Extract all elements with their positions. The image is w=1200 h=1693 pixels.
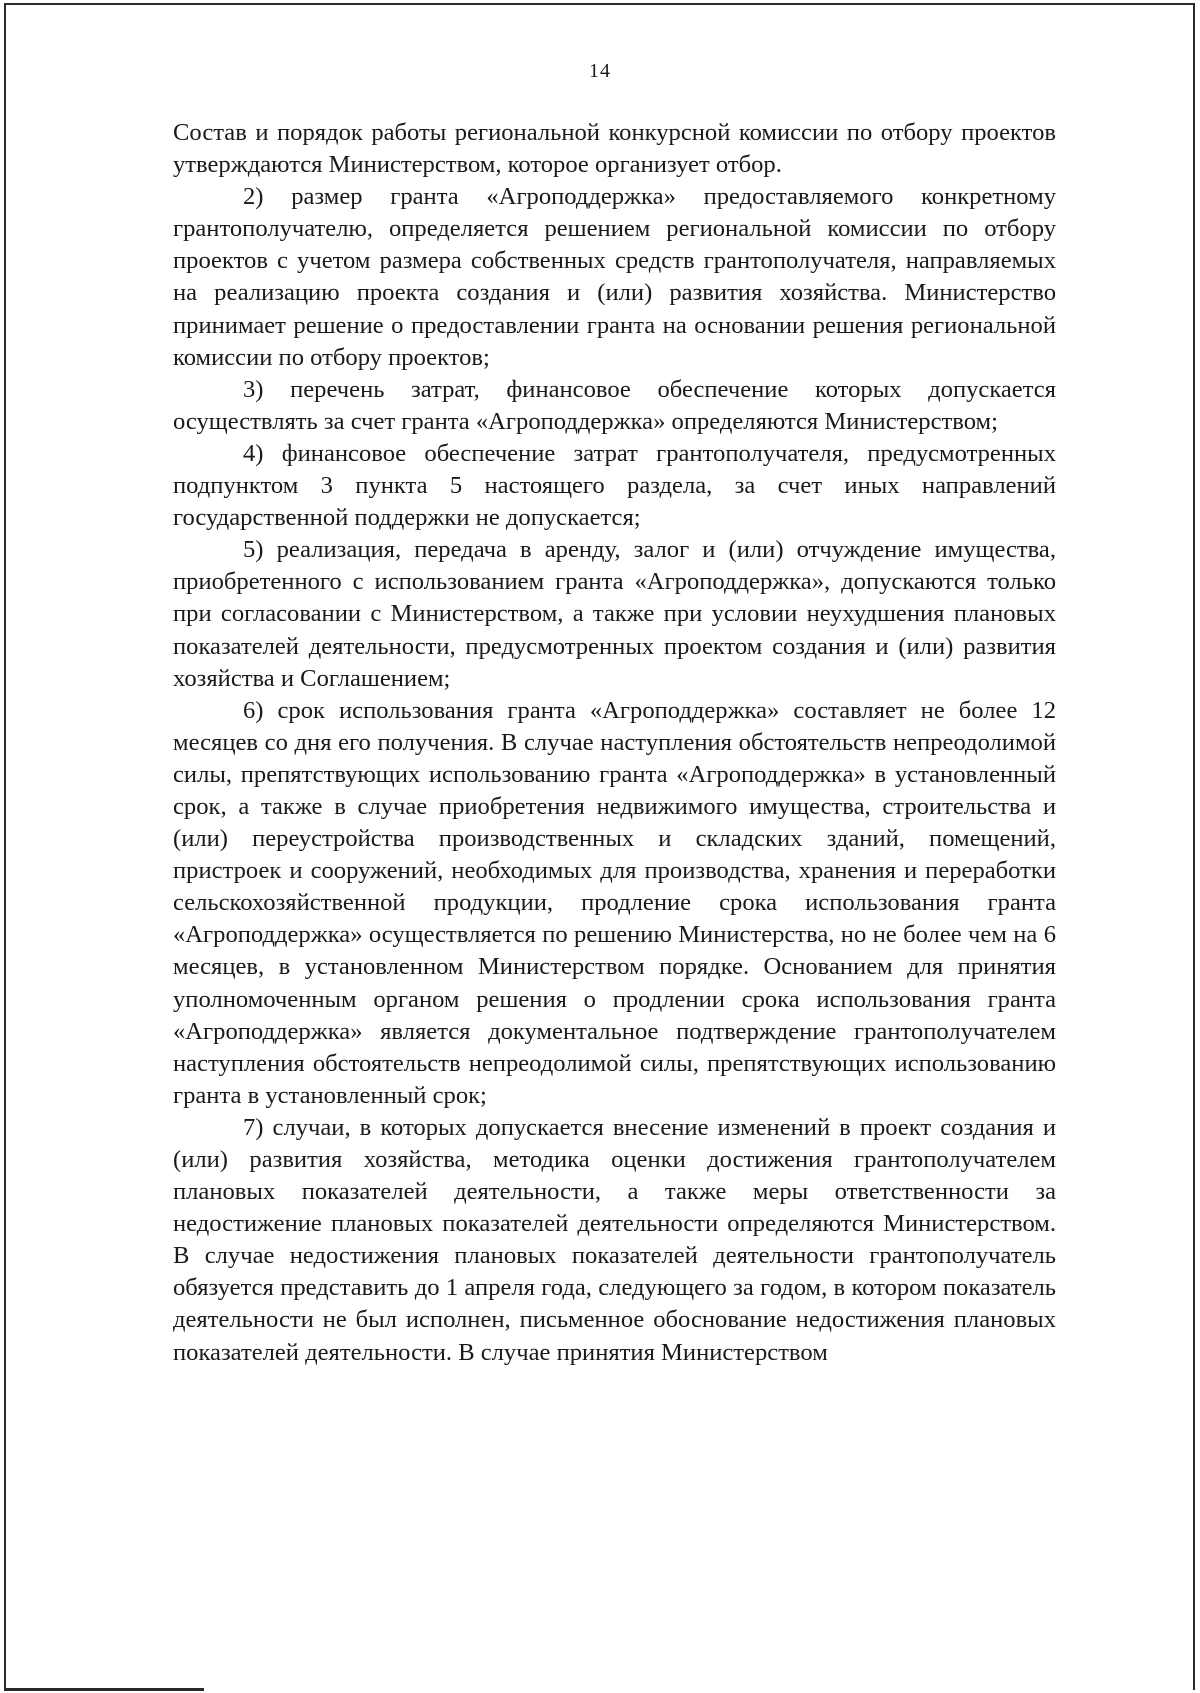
paragraph-item-2: 2) размер гранта «Агроподдержка» предоставляемого конкретному грантополучателю, определяется решением региональной комиссии по отбору проектов с учетом размера собственных средств грантополучателя, направляемых на реализацию проекта создания и (или) развития хозяйства. Министерство принимает решение о предоставлении гранта на основании решения региональной комиссии по отбору проектов; bbox=[173, 183, 1056, 371]
paragraph-item-4: 4) финансовое обеспечение затрат грантополучателя, предусмотренных подпунктом 3 пункта 5 настоящего раздела, за счет иных направлений государственной поддержки не допускается; bbox=[173, 439, 1056, 532]
page-number: 14 bbox=[589, 60, 611, 82]
paragraph-intro: Состав и порядок работы региональной конкурсной комиссии по отбору проектов утверждаются Министерством, которое организует отбор. bbox=[173, 119, 1056, 179]
paragraph-item-5: 5) реализация, передача в аренду, залог и (или) отчуждение имущества, приобретенного с использованием гранта «Агроподдержка», допускаются только при согласовании с Министерством, а также при условии неухудшения плановых показателей деятельности, предусмотренных проектом создания и (или) развития хозяйства и Соглашением; bbox=[173, 536, 1056, 692]
document-body bbox=[173, 117, 1056, 1369]
paragraph-item-6: 6) срок использования гранта «Агроподдержка» составляет не более 12 месяцев со дня его получения. В случае наступления обстоятельств непреодолимой силы, препятствующих использованию гранта «Агроподдержка» в установленный срок, а также в случае приобретения недвижимого имущества, строительства и (или) переустройства производственных и складских зданий, помещений, пристроек и сооружений, необходимых для производства, хранения и переработки сельскохозяйственной продукции, продление срока использования гранта «Агроподдержка» осуществляется по решению Министерства, но не более чем на 6 месяцев, в установленном Министерством порядке. Основанием для принятия уполномоченным органом решения о продлении срока использования гранта «Агроподдержка» является документальное подтверждение грантополучателем наступления обстоятельств непреодолимой силы, препятствующих использованию гранта в установленный срок; bbox=[173, 696, 1056, 1109]
page-bottom-edge bbox=[4, 1688, 204, 1691]
paragraph-item-7: 7) случаи, в которых допускается внесение изменений в проект создания и (или) развития хозяйства, методика оценки достижения грантополучателем плановых показателей деятельности, а также меры ответственности за недостижение плановых показателей деятельности определяются Министерством. В случае недостижения плановых показателей деятельности грантополучатель обязуется представить до 1 апреля года, следующего за годом, в котором показатель деятельности не был исполнен, письменное обоснование недостижения плановых показателей деятельности. В случае принятия Министерством bbox=[173, 1113, 1056, 1366]
paragraph-item-3: 3) перечень затрат, финансовое обеспечение которых допускается осуществлять за счет гранта «Агроподдержка» определяются Министерством; bbox=[173, 375, 1056, 435]
